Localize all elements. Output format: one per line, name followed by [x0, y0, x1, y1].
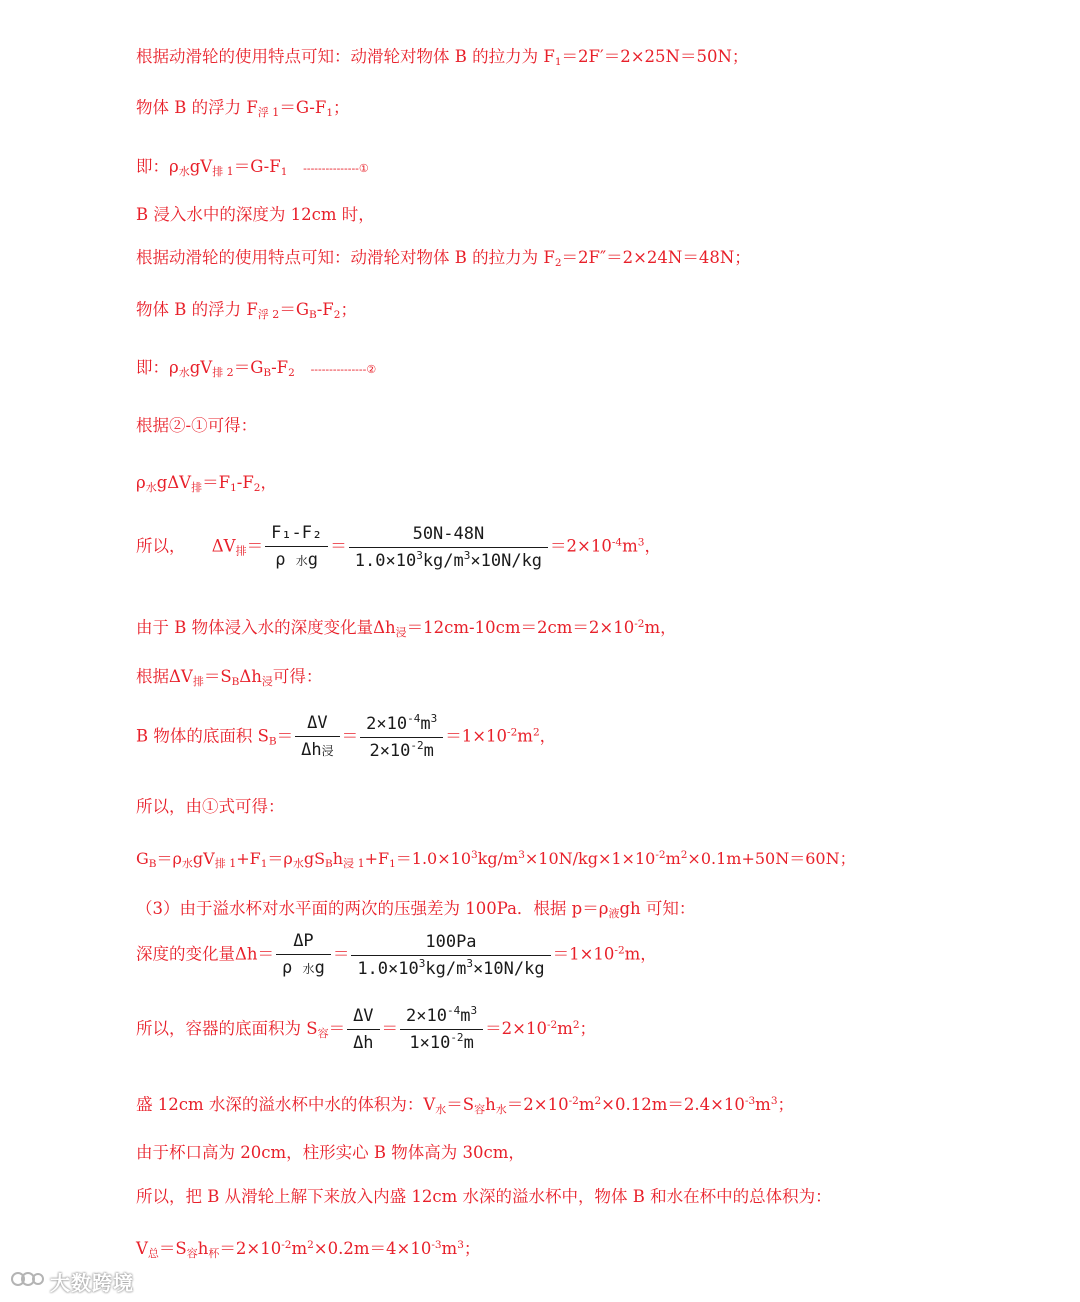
watermark-logo-icon [10, 1268, 44, 1294]
fraction-f6: $\frac{100Pa}{1.0\times 10^3kg/m^3\times 10N/kg}$ [351, 929, 550, 982]
solution-line-1: 根据动滑轮的使用特点可知：动滑轮对物体 B 的拉力为 $F_1=2F'=2\times 25N=50N$； [136, 47, 749, 68]
watermark-text: 大数跨境 [50, 1270, 134, 1295]
fraction-f2: $\frac{50N-48N}{1.0\times 10^3kg/m^3\times 10N/kg}$ [349, 521, 548, 574]
fraction-f3: $\frac{\Delta V}{\text{Δh浸}}$ [295, 710, 340, 764]
solution-line-18: 所以，容器的底面积为 $S_容=$ $\frac{\Delta V}{\Delta h}$ ＝ $\frac{2\times 10^{-4}m^3}{1\times 10^{-2}m}$ $=2\times 10^{-2}m^2$； [136, 1003, 596, 1056]
solution-line-20: 由于杯口高为 20cm，柱形实心 B 物体高为 30cm， [136, 1143, 525, 1162]
solution-line-7: 即：$\rho_水gV_{排 2}=G_B-F_2$ ---------------② [136, 358, 377, 379]
fraction-f7: $\frac{\Delta V}{\Delta h}$ [347, 1003, 379, 1056]
solution-line-12: 根据$\Delta V_排=S_B\Delta h_浸$可得： [136, 667, 323, 688]
solution-line-6: 物体 B 的浮力 $F_{浮 2}=G_B-F_2$； [136, 300, 357, 321]
fraction-f1: $\frac{\text{F₁-F₂}}{\text{ρ 水g}}$ [265, 520, 328, 574]
solution-line-9: $\rho_水g\Delta V_排=F_1-F_2$， [136, 473, 277, 494]
fraction-f5: $\frac{\Delta P}{\text{ρ 水g}}$ [276, 928, 331, 982]
solution-line-14: 所以，由①式可得： [136, 797, 285, 816]
fraction-f8: $\frac{2\times 10^{-4}m^3}{1\times 10^{-2}m}$ [400, 1003, 483, 1056]
solution-line-13: B 物体的底面积 $S_B=$ $\frac{\Delta V}{\text{Δh浸}}$ ＝ $\frac{2\times 10^{-4}m^3}{2\times 10^{-2}m}$ $=1\times 10^{-2}m^2$， [136, 710, 556, 764]
solution-line-8: 根据②-①可得： [136, 416, 258, 435]
solution-line-15: $G_B=\rho_水gV_{排 1}+F_1=\rho_水gS_Bh_{浸 1}+F_1=1.0\times 10^3kg/m^3\times 10N/kg\times 1\times 10^{-2}m^2\times 0.1m+50N=60N$； [136, 849, 856, 870]
solution-line-17: 深度的变化量Δh＝ $\frac{\Delta P}{\text{ρ 水g}}$ ＝ $\frac{100Pa}{1.0\times 10^3kg/m^3\times 10N/kg}$ $=1\times 10^{-2}m$， [136, 928, 657, 982]
solution-line-4: B 浸入水中的深度为 12cm 时， [136, 205, 375, 224]
solution-line-22: $V_总=S_容h_杯=2\times 10^{-2}m^2\times 0.2m=4\times 10^{-3}m^3$； [136, 1239, 481, 1260]
solution-line-2: 物体 B 的浮力 $F_{浮 1}=G-F_1$； [136, 98, 350, 119]
solution-line-19: 盛 12cm 水深的溢水杯中水的体积为：$V_水=S_容h_水=2\times 10^{-2}m^2\times 0.12m=2.4\times 10^{-3}m^3$； [136, 1095, 795, 1116]
solution-line-21: 所以，把 B 从滑轮上解下来放入内盛 12cm 水深的溢水杯中，物体 B 和水在杯中的总体积为： [136, 1187, 832, 1206]
solution-line-10: 所以， $\Delta V_排=$ $\frac{\text{F₁-F₂}}{\text{ρ 水g}}$ ＝ $\frac{50N-48N}{1.0\times 10^3kg/m^3\times 10N/kg}$ $=2\times 10^{-4}m^3$， [136, 520, 661, 574]
solution-line-5: 根据动滑轮的使用特点可知：动滑轮对物体 B 的拉力为 $F_2=2F''=2\times 24N=48N$； [136, 248, 751, 269]
watermark [10, 1266, 150, 1296]
solution-line-3: 即：$\rho_水gV_{排 1}=G-F_1$ ---------------① [136, 157, 369, 178]
fraction-f4: $\frac{2\times 10^{-4}m^3}{2\times 10^{-2}m}$ [360, 711, 443, 764]
solution-line-11: 由于 B 物体浸入水的深度变化量$\Delta h_浸=12cm-10cm=2cm=2\times 10^{-2}m$， [136, 618, 677, 639]
solution-line-16: （3）由于溢水杯对水平面的两次的压强差为 100Pa．根据 $p=\rho_液gh$ 可知： [136, 899, 696, 920]
